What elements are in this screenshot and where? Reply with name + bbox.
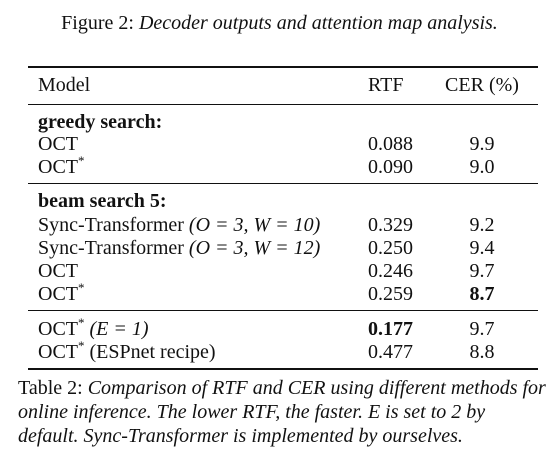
table-row-cer: 9.7 [469,260,495,282]
table-caption-label: Table 2: [18,377,83,399]
table-row-rtf: 0.259 [368,283,413,305]
header-rule [28,104,538,105]
table-row-model: OCT* (E = 1) [38,315,149,340]
table-row-rtf: 0.088 [368,133,413,155]
header-cer: CER (%) [445,74,519,96]
table-row-cer: 9.7 [469,318,495,340]
table-row-cer: 9.4 [469,237,495,259]
table-row-rtf: 0.477 [368,341,413,363]
table-row-cer-best: 8.7 [469,283,495,305]
table-row-model: OCT* [38,153,85,178]
table-row-rtf: 0.090 [368,156,413,178]
group-divider-2 [28,310,538,311]
table-row-rtf: 0.250 [368,237,413,259]
table-row-model: OCT* (ESPnet recipe) [38,338,216,363]
table-row-model: OCT [38,260,78,282]
table-row-cer: 9.0 [469,156,495,178]
table-row-rtf-best: 0.177 [368,318,413,340]
table-row-cer: 9.9 [469,133,495,155]
figure-caption-text: Decoder outputs and attention map analysis. [138,12,498,34]
table-row-model: OCT* [38,280,85,305]
table-row-rtf: 0.329 [368,214,413,236]
table-caption [18,376,548,448]
table-row-model: OCT [38,133,78,155]
table-row-cer: 8.8 [469,341,495,363]
table-caption-text: Comparison of RTF and CER using different methods for online inference. The lower RTF, the faster. E is set to 2 by default. Sync-Transformer is implemented by ourselves. [18,377,546,447]
figure-caption [0,10,559,36]
group-divider-1 [28,183,538,184]
table-row-rtf: 0.246 [368,260,413,282]
group-title-greedy: greedy search: [38,111,163,133]
header-rtf: RTF [368,74,404,96]
table-bottom-rule [28,368,538,370]
table-row-model: Sync-Transformer (O = 3, W = 10) [38,214,321,236]
table-row-model: Sync-Transformer (O = 3, W = 12) [38,237,321,259]
table-top-rule [28,66,538,68]
table-row-cer: 9.2 [469,214,495,236]
group-title-beam: beam search 5: [38,190,167,212]
figure-caption-label: Figure 2: [61,12,134,34]
header-model: Model [38,74,91,96]
